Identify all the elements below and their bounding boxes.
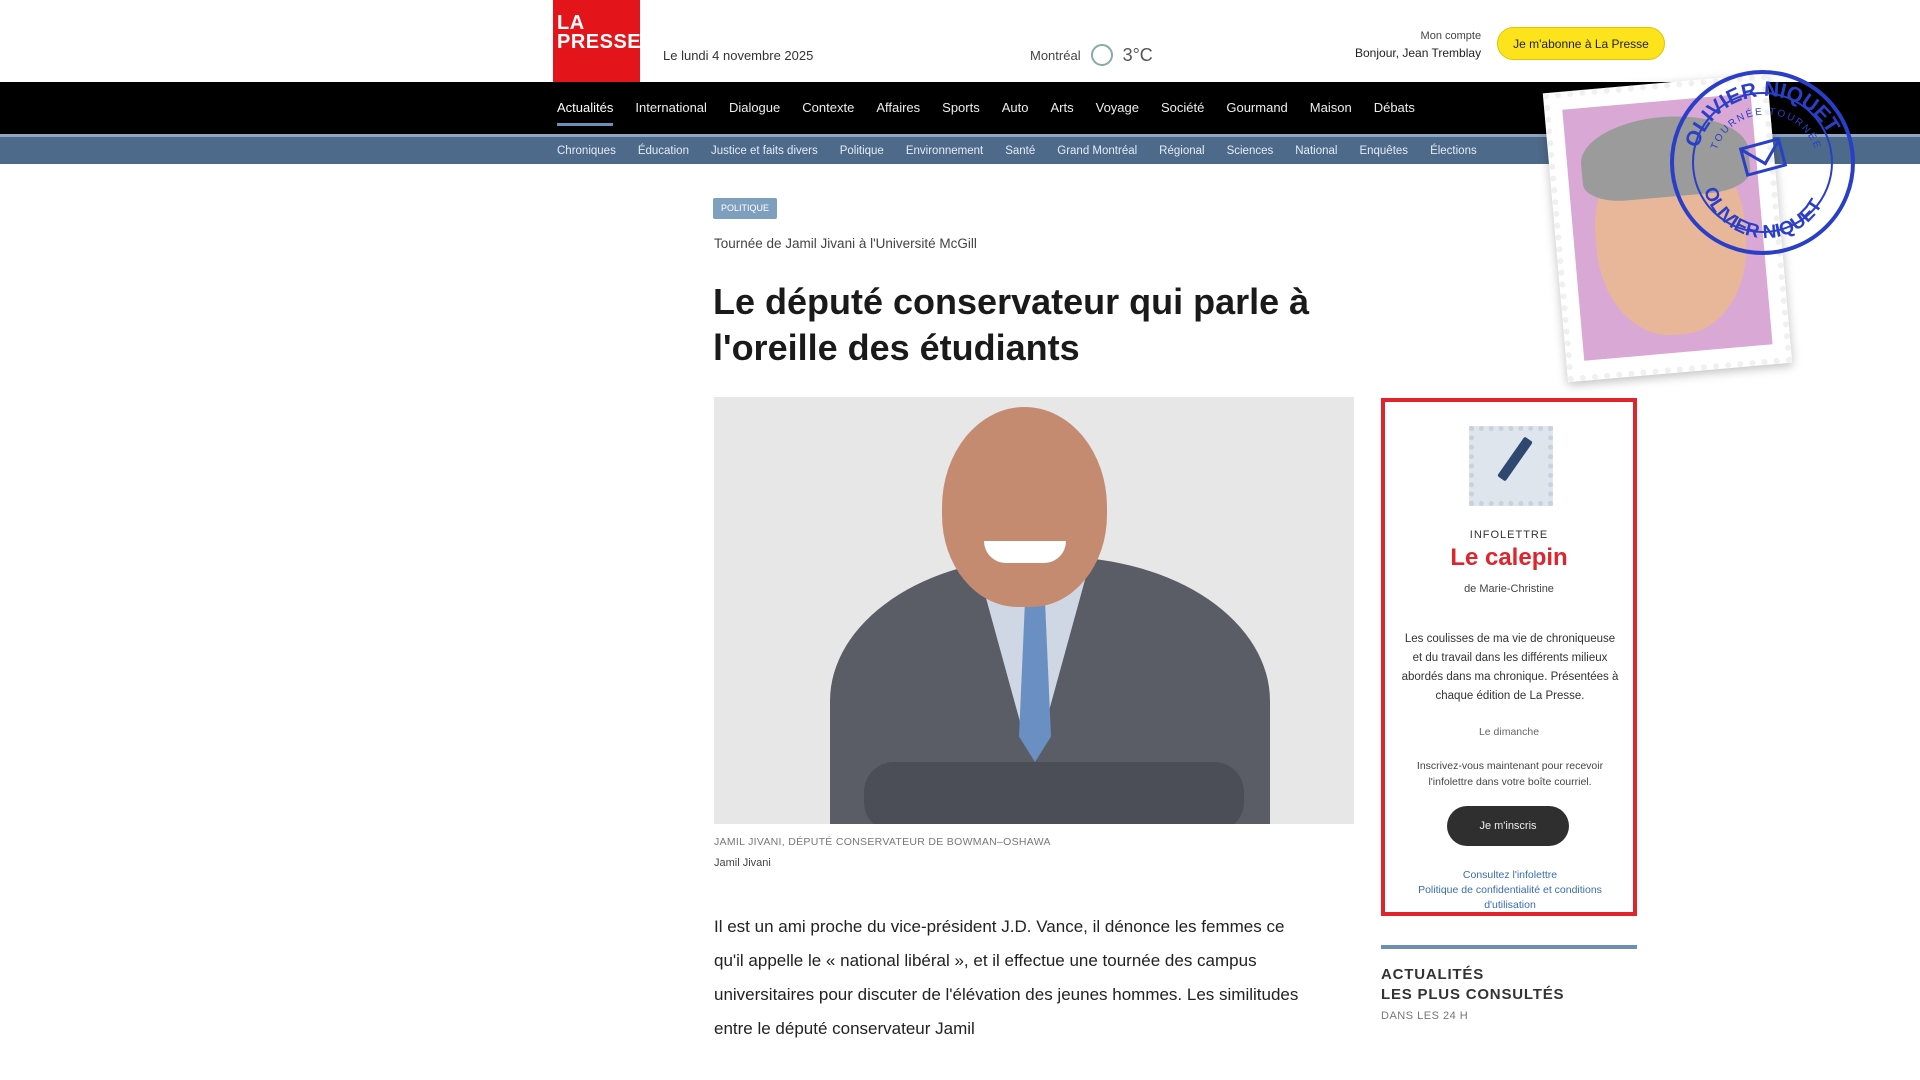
subnav-item[interactable]: Sciences [1226, 144, 1274, 157]
photo-credit: Jamil Jivani [714, 857, 771, 869]
newsletter-title: Le calepin [1450, 544, 1568, 571]
article-photo[interactable] [714, 397, 1354, 824]
weather-icon [1091, 44, 1113, 66]
subnav-item[interactable]: Politique [839, 144, 884, 157]
weather-city: Montréal [1030, 47, 1081, 63]
nav-item-contexte[interactable]: Contexte [802, 100, 855, 115]
article-title: Le député conservateur qui parle à l'oreille des étudiants [713, 281, 1310, 368]
subnav-item[interactable]: Élections [1430, 144, 1477, 157]
subnav-item[interactable]: National [1295, 144, 1338, 157]
article-body: Il est un ami proche du vice-président J.D. Vance, il dénonce les femmes ce qu'il appelle le « national libéral », et il effectue une tournée des campus universitaires pour discuter de l'élévation des jeunes hommes. Les similitudes entre le député conservateur Jamil [714, 917, 1299, 1038]
weather-temperature: 3°C [1122, 44, 1153, 65]
nav-item-sports[interactable]: Sports [942, 100, 980, 115]
account-label: Mon compte [1420, 30, 1482, 42]
seal-top-text: OLIVIER NIQUET [1680, 77, 1844, 151]
article-kicker: Tournée de Jamil Jivani à l'Université McGill [714, 236, 977, 251]
pen-icon [1497, 436, 1533, 481]
newsletter-author: de Marie-Christine [1464, 583, 1554, 595]
photo-arms [864, 762, 1244, 824]
nav-item-dialogue[interactable]: Dialogue [728, 100, 781, 115]
nav-item-debats[interactable]: Débats [1373, 100, 1415, 115]
subnav-item[interactable]: Régional [1159, 144, 1205, 157]
la-presse-logo[interactable] [553, 0, 640, 82]
svg-text:OLIVIER NIQUET [1699, 184, 1827, 243]
logo-line-1: LA [557, 12, 585, 34]
subnav-item[interactable]: Enquêtes [1359, 144, 1409, 157]
photo-smile [984, 541, 1066, 563]
account-menu[interactable] [1355, 28, 1481, 62]
nav-item-auto[interactable]: Auto [1001, 100, 1029, 115]
newsletter-note: Inscrivez-vous maintenant pour recevoir l'infolettre dans votre boîte courriel. [1416, 760, 1604, 788]
newsletter-frequency: Le dimanche [1478, 726, 1540, 738]
nav-item-voyage[interactable]: Voyage [1095, 100, 1139, 115]
subscribe-button[interactable]: Je m'abonne à La Presse [1497, 27, 1665, 60]
seal-bottom-text: OLIVIER NIQUET [1698, 184, 1827, 244]
nav-item-international[interactable]: International [635, 100, 707, 115]
nav-item-societe[interactable]: Société [1160, 100, 1205, 115]
weather-widget[interactable] [1030, 44, 1153, 66]
newsletter-link-privacy[interactable]: Politique de confidentialité et conditions d'utilisation [1418, 884, 1602, 911]
nav-item-arts[interactable]: Arts [1050, 100, 1074, 115]
seal-inner-text: TOURNÉE TOURNÉE [1709, 106, 1824, 152]
subnav-item[interactable]: Éducation [637, 144, 689, 157]
subnav-item[interactable]: Grand Montréal [1057, 144, 1138, 157]
newsletter-description: Les coulisses de ma vie de chroniqueuse et du travail dans les différents milieux abordés dans ma chronique. Présentées à chaque édition de La Presse. [1401, 633, 1619, 702]
nav-item-affaires[interactable]: Affaires [876, 100, 921, 115]
most-read-title-1: ACTUALITÉS [1381, 966, 1484, 983]
current-date: Le lundi 4 novembre 2025 [663, 48, 814, 63]
logo-line-2: PRESSE [557, 31, 642, 53]
newsletter-links [1393, 868, 1627, 913]
most-read-title-2: LES PLUS CONSULTÉS [1381, 986, 1565, 1003]
newsletter-signup-box [1381, 398, 1637, 916]
most-read-subtitle: DANS LES 24 H [1381, 1010, 1469, 1022]
newsletter-subscribe-button[interactable]: Je m'inscris [1447, 806, 1569, 846]
subnav-item[interactable]: Justice et faits divers [710, 144, 818, 157]
most-read-section [1381, 945, 1637, 1022]
subnav-item[interactable]: Chroniques [557, 144, 616, 157]
pen-stamp-icon [1469, 426, 1553, 506]
nav-item-gourmand[interactable]: Gourmand [1226, 100, 1288, 115]
site-header [0, 0, 1920, 82]
postmark-text [1674, 74, 1859, 259]
section-tag[interactable]: POLITIQUE [713, 198, 777, 219]
subnav-item[interactable]: Santé [1005, 144, 1036, 157]
nav-item-actualites[interactable]: Actualités [557, 82, 629, 134]
photo-caption: JAMIL JIVANI, DÉPUTÉ CONSERVATEUR DE BOWMAN–OSHAWA [714, 836, 1051, 848]
postmark-seal [1670, 70, 1855, 255]
account-name: Bonjour, Jean Tremblay [1355, 46, 1482, 60]
newsletter-kicker: INFOLETTRE [1469, 529, 1549, 541]
photo-head [942, 407, 1107, 607]
subnav-item[interactable]: Environnement [905, 144, 984, 157]
nav-item-maison[interactable]: Maison [1309, 100, 1352, 115]
newsletter-link-view[interactable]: Consultez l'infolettre [1462, 869, 1558, 881]
